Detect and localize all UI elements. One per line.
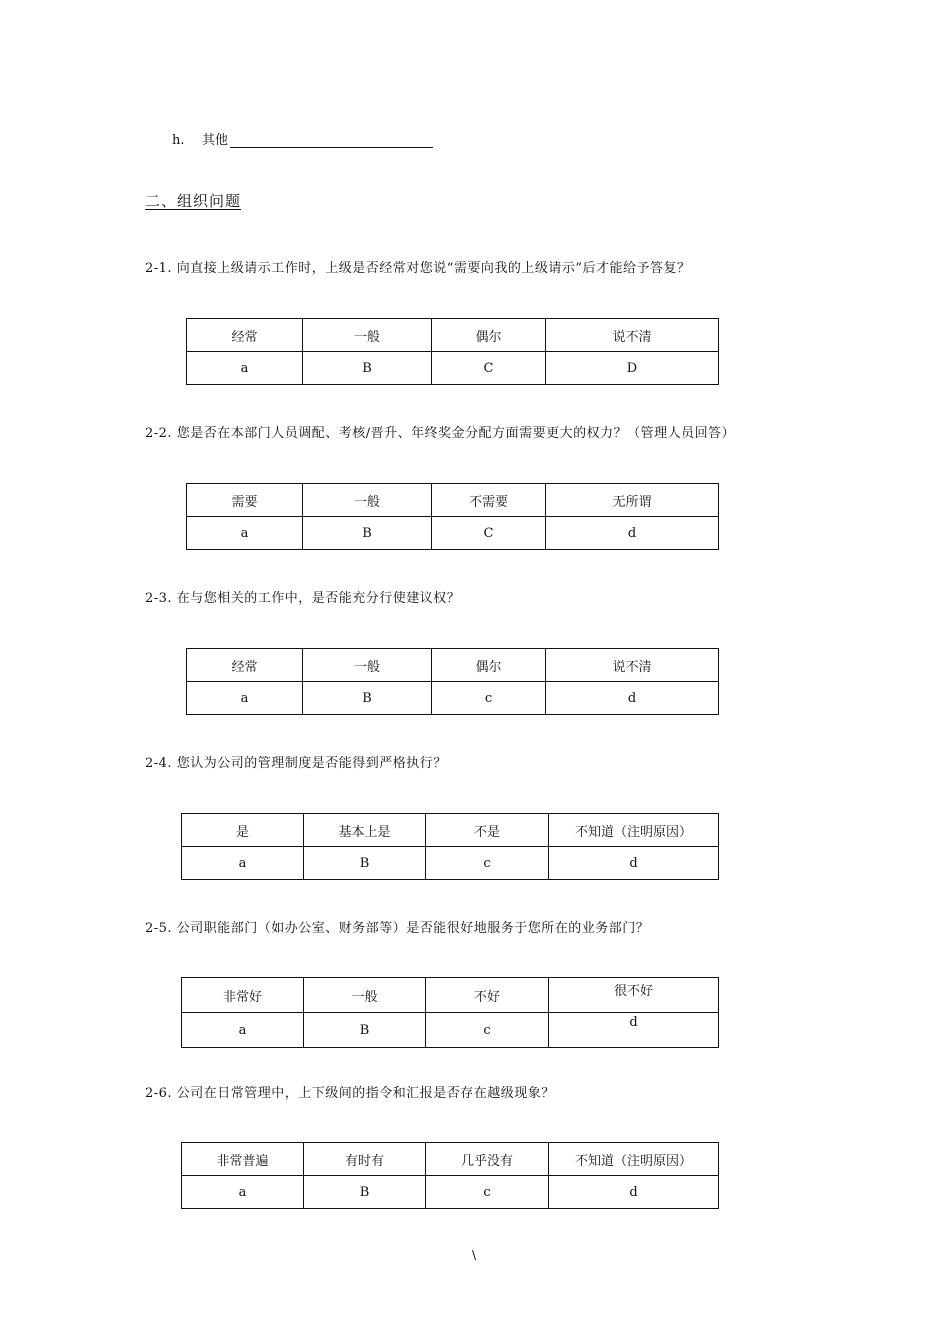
option-label: 是 (182, 814, 304, 847)
option-label: 非常普遍 (182, 1143, 304, 1176)
option-code[interactable]: a (187, 682, 303, 715)
option-code[interactable]: a (187, 352, 303, 385)
option-code[interactable]: a (187, 517, 303, 550)
option-label: 不知道（注明原因） (549, 1143, 719, 1176)
option-code[interactable]: B (304, 847, 426, 880)
answer-table-2-1 (186, 318, 719, 385)
answer-table-2-2 (186, 483, 719, 550)
table-row (182, 1176, 719, 1209)
option-label: 需要 (187, 484, 303, 517)
page-footer-mark: \ (472, 1248, 477, 1262)
option-code[interactable]: B (303, 682, 432, 715)
other-option-letter: h. (172, 133, 185, 148)
answer-table-2-3 (186, 648, 719, 715)
other-option-blank (230, 131, 433, 148)
question-2-3: 2-3. 在与您相关的工作中，是否能充分行使建议权？ (145, 591, 461, 606)
table-row (187, 319, 719, 352)
option-code[interactable]: c (426, 1176, 549, 1209)
question-2-2: 2-2. 您是否在本部门人员调配、考核/晋升、年终奖金分配方面需要更大的权力？（管理人员回答） (145, 426, 736, 441)
question-2-1: 2-1. 向直接上级请示工作时，上级是否经常对您说“需要向我的上级请示”后才能给予答复？ (145, 261, 691, 276)
option-code[interactable]: B (303, 517, 432, 550)
option-code[interactable]: d (546, 682, 719, 715)
option-label: 偶尔 (432, 649, 546, 682)
option-code[interactable]: d (549, 1013, 719, 1048)
option-label: 一般 (304, 978, 426, 1013)
table-row (187, 649, 719, 682)
option-code[interactable]: D (546, 352, 719, 385)
option-label: 很不好 (549, 978, 719, 1013)
option-code[interactable]: c (432, 682, 546, 715)
option-label: 一般 (303, 484, 432, 517)
table-row (187, 517, 719, 550)
answer-table-2-5 (181, 977, 719, 1048)
section-title: 二、组织问题 (145, 192, 242, 210)
question-2-5: 2-5. 公司职能部门（如办公室、财务部等）是否能很好地服务于您所在的业务部门？ (145, 921, 650, 936)
option-label: 不是 (426, 814, 549, 847)
option-code[interactable]: B (304, 1176, 426, 1209)
option-label: 一般 (303, 649, 432, 682)
table-row (187, 352, 719, 385)
table-row (182, 1143, 719, 1176)
table-row (182, 978, 719, 1013)
option-label: 说不清 (546, 319, 719, 352)
option-code[interactable]: a (182, 1013, 304, 1048)
table-row (187, 682, 719, 715)
option-code[interactable]: C (432, 517, 546, 550)
table-row (187, 484, 719, 517)
option-label: 有时有 (304, 1143, 426, 1176)
option-code[interactable]: c (426, 1013, 549, 1048)
other-option-line (172, 128, 442, 148)
option-label: 不需要 (432, 484, 546, 517)
option-label: 偶尔 (432, 319, 546, 352)
other-option-label: 其他 (202, 133, 229, 148)
option-code[interactable]: d (546, 517, 719, 550)
option-code[interactable]: a (182, 1176, 304, 1209)
option-label: 无所谓 (546, 484, 719, 517)
option-label: 非常好 (182, 978, 304, 1013)
table-row (182, 847, 719, 880)
table-row (182, 814, 719, 847)
answer-table-2-4 (181, 813, 719, 880)
option-code[interactable]: B (303, 352, 432, 385)
option-label: 经常 (187, 649, 303, 682)
option-label: 几乎没有 (426, 1143, 549, 1176)
option-label: 经常 (187, 319, 303, 352)
option-code[interactable]: a (182, 847, 304, 880)
option-label: 一般 (303, 319, 432, 352)
option-label: 说不清 (546, 649, 719, 682)
question-2-4: 2-4. 您认为公司的管理制度是否能得到严格执行？ (145, 756, 447, 771)
option-code[interactable]: B (304, 1013, 426, 1048)
option-label: 不知道（注明原因） (549, 814, 719, 847)
table-row (182, 1013, 719, 1048)
option-label: 不好 (426, 978, 549, 1013)
option-code[interactable]: d (549, 1176, 719, 1209)
option-code[interactable]: d (549, 847, 719, 880)
answer-table-2-6 (181, 1142, 719, 1209)
option-code[interactable]: C (432, 352, 546, 385)
option-label: 基本上是 (304, 814, 426, 847)
question-2-6: 2-6. 公司在日常管理中，上下级间的指令和汇报是否存在越级现象？ (145, 1086, 555, 1101)
option-code[interactable]: c (426, 847, 549, 880)
